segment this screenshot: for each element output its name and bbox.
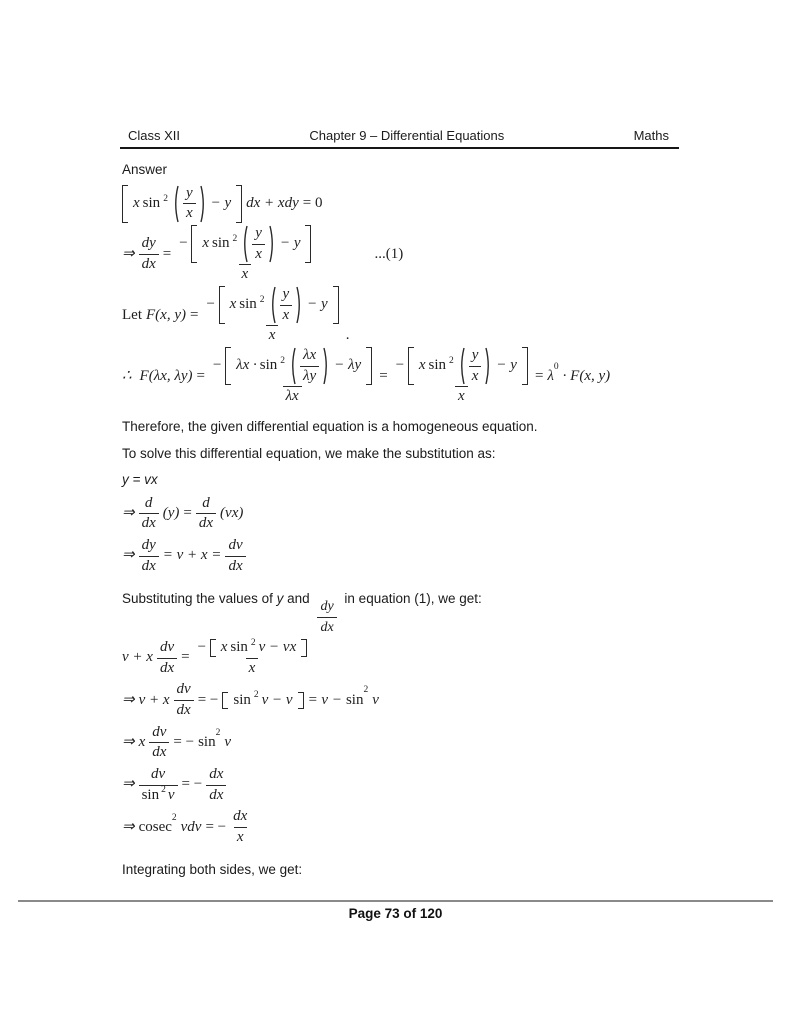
implies-icon: ⇒ [122,547,135,564]
right-bracket-icon [301,639,307,657]
left-bracket-icon [408,347,414,385]
math-term: − y [210,194,232,211]
text-fragment: in equation (1), we get: [344,590,482,606]
numerator: y [471,347,479,364]
math-term [345,685,369,710]
fraction [157,639,177,677]
math-term: − y [496,357,517,374]
denominator: x [246,658,259,678]
right-paren-icon [323,347,330,385]
big-fraction [392,347,531,406]
fraction [225,537,245,575]
left-paren-icon [241,225,248,263]
math-term: v [224,733,232,750]
numerator: dv [228,537,243,554]
big-fraction [202,286,341,345]
left-bracket-icon [225,347,231,385]
math-function: sin [233,691,251,708]
bracket-group: x sin $^2$ $\frac{y}{x}$ − y [408,347,528,385]
math-term: x [133,194,140,211]
numerator [175,225,314,264]
math-function: sin [141,786,160,803]
left-paren-icon [172,185,179,223]
implies-icon: ⇒ [122,505,135,522]
fraction [149,724,169,762]
left-bracket-icon [191,225,197,263]
fraction [230,808,250,846]
fraction [196,495,216,533]
period: . [345,327,350,344]
equals-sign: = − [197,691,219,708]
big-fraction [175,225,314,284]
fraction [183,185,196,223]
denominator: x [455,386,468,406]
therefore-icon: ∴ [122,367,132,384]
denominator: dx [196,513,216,533]
denominator: x [280,305,293,325]
denominator: dx [139,513,159,533]
math-term: v [372,691,379,708]
math-function: sin [259,357,278,374]
equation-number-label: ...(1) [374,245,404,262]
numerator: y [282,285,290,302]
math-term: v − v [261,691,293,708]
equals-sign: = − [181,776,203,793]
numerator: dv [159,638,175,655]
math-term: dx + xdy [246,194,299,211]
header-class: Class XII [128,128,181,143]
left-paren-icon [458,347,465,385]
math-function: sin [212,235,230,252]
math-term: F(λx, λy) [139,367,193,384]
math-function: cosec [138,818,172,835]
left-bracket-icon [219,286,225,324]
text-substituting [122,590,681,637]
lambda-power-term [547,361,559,386]
exponent: 2 [363,685,369,696]
fraction [317,598,336,637]
denominator: x [183,203,196,223]
fraction [469,347,482,385]
right-bracket-icon [305,225,311,263]
math-term: = v − [307,691,342,708]
text-substitution: y = vx [122,472,158,488]
fraction [300,347,319,385]
minus-sign: − [178,235,189,252]
equation-original [122,185,681,223]
numerator: dy [141,235,156,252]
denominator: dx [225,556,245,576]
fraction [252,225,265,263]
implies-icon: ⇒ [122,691,135,708]
numerator: dy [141,537,156,554]
header-subject: Maths [633,128,669,143]
numerator: dv [152,723,167,740]
math-term: x [418,357,426,374]
left-bracket-icon [222,692,228,710]
answer-label: Answer [122,162,168,177]
numerator [194,639,311,658]
equation-1 [122,225,681,284]
fraction [139,537,159,575]
math-term: x [229,296,237,313]
equals-sign: = [189,306,199,323]
equation-separated [122,766,681,804]
fraction [280,286,293,324]
text-fragment: and [287,590,310,606]
right-paren-icon [485,347,492,385]
right-bracket-icon [298,692,304,710]
math-term: vdv [180,818,202,835]
exponent: 2 [171,812,177,823]
bracket-group: x sin $^2$ $\frac{y}{x}$ − y [191,225,311,263]
fraction [206,766,226,804]
denominator: x [252,244,265,264]
math-function: sin [345,691,364,708]
fraction [139,766,178,804]
equation-simplified-1 [122,681,681,719]
right-bracket-icon [333,286,339,324]
denominator: x [239,264,252,284]
math-term: y [276,590,284,606]
numerator: dv [176,681,191,698]
denominator: dx [317,617,336,637]
denominator: x [266,325,279,345]
math-function: sin [230,638,248,655]
right-paren-icon [200,185,207,223]
denominator: dx [149,742,169,762]
math-term: v + x [122,649,153,666]
numerator [392,347,531,386]
numerator [209,347,375,386]
fraction [174,681,194,719]
page-content [122,150,681,878]
right-bracket-icon [236,185,242,223]
exponent: 0 [553,361,559,372]
math-term: v [167,786,175,803]
denominator: dx [206,785,226,805]
equals-sign: = − [205,818,227,835]
equals-sign: = − [173,733,195,750]
denominator: λx [283,386,302,406]
math-term: λx · [236,357,257,374]
left-paren-icon [289,347,296,385]
denominator: dx [157,658,177,678]
math-term: F(x, y) [146,306,186,323]
equals-sign: = [196,367,205,384]
math-term: = 0 [302,194,323,211]
equation-homogeneity-check [122,347,681,406]
numerator: d [202,494,210,511]
minus-sign: − [211,357,223,374]
big-fraction [209,347,375,406]
math-term: − λy [334,357,362,374]
equals-sign: = [183,505,192,522]
fraction [139,495,159,533]
math-term: − y [279,235,301,252]
bracket-group: x sin $^2$ $\frac{y}{x}$ − y [219,286,339,324]
bracket-group: λx · sin $^2$ $\frac{\lambda x}{\lambda y}$ − λy [225,347,372,385]
math-term: x [138,733,146,750]
bracket-group: x sin $^2$ v − vx [210,639,308,657]
math-term: x [220,638,228,655]
math-word: Let [122,306,142,323]
equation-derivative-substitution [122,495,681,533]
denominator: dx [174,700,194,720]
left-bracket-icon [122,185,128,223]
equals-sign: = [162,245,172,262]
denominator: dx [139,556,159,576]
numerator: dy [320,598,334,614]
math-term: λ [547,367,554,384]
numerator: d [144,494,153,511]
equation-simplified-2 [122,724,681,762]
numerator: λx [303,347,317,364]
fraction [139,235,159,273]
math-function: sin [142,194,161,211]
math-function: sin [239,296,257,313]
text-integrating: Integrating both sides, we get: [122,861,303,877]
header-chapter-title: Chapter 9 – Differential Equations [309,128,505,143]
math-function: sin [198,733,216,750]
right-paren-icon [269,225,276,263]
bracket-group: sin $^2$ v − v [222,692,303,710]
math-term: v + x [138,691,170,708]
minus-sign: − [205,296,216,313]
equals-sign: = [379,367,388,384]
implies-icon: ⇒ [122,733,135,750]
math-term: · F(x, y) [562,367,611,384]
left-paren-icon [269,286,276,324]
math-term: (vx) [220,505,244,522]
equals-sign: = [534,367,544,384]
implies-icon: ⇒ [122,245,135,262]
denominator: sin $^2$ v [139,785,178,805]
implies-icon: ⇒ [122,776,135,793]
math-term: − y [307,296,328,313]
text-fragment: Substituting the values of [122,590,273,606]
denominator: x [469,366,482,386]
equation-dy-dx-expansion [122,537,681,575]
page-number: Page 73 of 120 [348,906,443,921]
equation-let-F [122,286,681,345]
right-paren-icon [296,286,303,324]
numerator: y [255,224,262,241]
math-term: = v + x = [162,547,222,564]
right-bracket-icon [366,347,372,385]
math-term [198,727,221,752]
text-homogeneous: Therefore, the given differential equation is a homogeneous equation. [122,419,538,435]
exponent: 2 [215,727,221,738]
left-bracket-icon [210,639,216,657]
numerator [202,286,341,325]
equals-sign: = [181,649,190,666]
equation-cosec [122,808,681,846]
big-fraction [194,639,311,677]
numerator: dx [233,808,248,825]
right-bracket-icon [522,347,528,385]
numerator: dv [150,766,166,782]
footer-divider [18,900,773,902]
minus-sign: − [196,638,207,655]
numerator: y [185,184,193,201]
equation-substituted [122,639,681,677]
implies-icon: ⇒ [122,818,135,835]
math-function: sin [428,357,446,374]
math-term: v − vx [258,638,297,655]
math-term [138,812,177,837]
math-term: x [202,235,210,252]
math-term: (y) [162,505,180,522]
denominator: λy [300,366,319,386]
minus-sign: − [394,357,405,374]
denominator: x [234,827,247,847]
page-header [120,128,679,149]
denominator: dx [139,254,159,274]
bracket-group: x sin $^2$ $\frac{y}{x}$ − y [122,185,242,223]
text-substitution-intro: To solve this differential equation, we make the substitution as: [122,445,496,461]
numerator: dx [209,766,224,782]
